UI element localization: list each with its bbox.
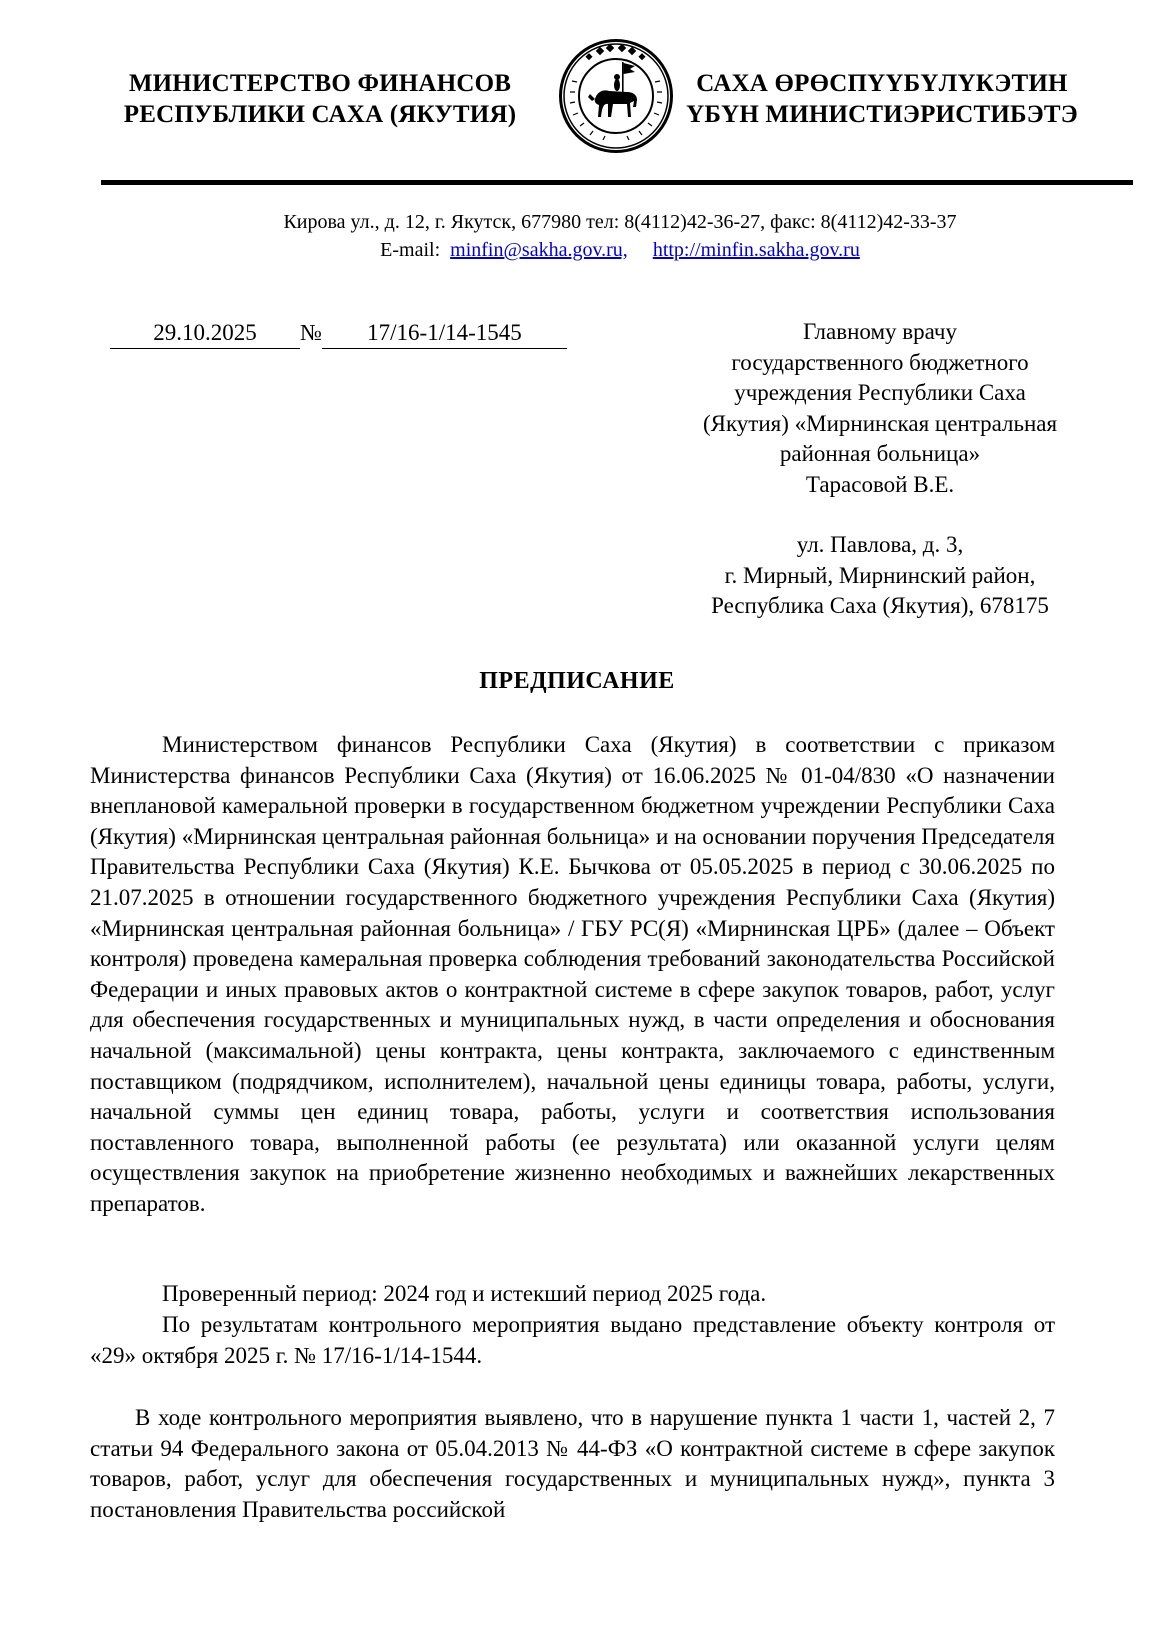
addressee-line: (Якутия) «Мирнинская центральная bbox=[702, 410, 1058, 436]
contact-block bbox=[140, 208, 1100, 264]
document-number: 17/16-1/14-1545 bbox=[322, 318, 567, 349]
coat-of-arms-emblem-icon bbox=[557, 37, 675, 155]
body-paragraph-2 bbox=[90, 1279, 1055, 1310]
ministry-name-yakut-line-2: ҮБҮН МИНИСТИЭРИСТИБЭТЭ bbox=[686, 101, 1078, 128]
ministry-name-line-1: МИНИСТЕРСТВО ФИНАНСОВ bbox=[128, 70, 512, 97]
ministry-name-yakut-line-1: САХА ӨРӨСПҮҮБҮЛҮКЭТИН bbox=[696, 70, 1068, 97]
addressee-address-line: Республика Саха (Якутия), 678175 bbox=[711, 593, 1049, 618]
document-date: 29.10.2025 bbox=[110, 318, 300, 349]
paragraph-text: Проверенный период: 2024 год и истекший период 2025 года. bbox=[162, 1281, 767, 1306]
addressee-name: Тарасовой В.Е. bbox=[805, 471, 955, 497]
number-sign: № bbox=[300, 320, 322, 345]
paragraph-text: В ходе контрольного мероприятия выявлено, что в нарушение пункта 1 части 1, частей 2, 7 статьи 94 Федерального закона от 05.04.2013 № 44-ФЗ «О контрактной системе в сфере закупок товаров, работ, услуг для обеспечения государственных и муниципальных нужд», пункта 3 постановления Правительства российской bbox=[90, 1405, 1055, 1522]
ministry-name-line-2: РЕСПУБЛИКИ САХА (ЯКУТИЯ) bbox=[123, 101, 517, 128]
paragraph-text: По результатам контрольного мероприятия выдано представление объекту контроля от «29» октября 2025 г. № 17/16-1/14-1544. bbox=[90, 1312, 1055, 1368]
spacer bbox=[660, 500, 1100, 530]
contact-address-line: Кирова ул., д. 12, г. Якутск, 677980 тел: 8(4112)42-36-27, факс: 8(4112)42-33-37 bbox=[283, 211, 957, 233]
body-paragraph-1 bbox=[90, 730, 1055, 1220]
body-paragraph-4 bbox=[90, 1403, 1055, 1525]
addressee-address-line: ул. Павлова, д. 3, bbox=[796, 532, 964, 557]
document-title: ПРЕДПИСАНИЕ bbox=[479, 668, 675, 694]
paragraph-text: Министерством финансов Республики Саха (Якутия) в соответствии с приказом Министерства финансов Республики Саха (Якутия) от 16.06.2025 № 01-04/830 «О назначении внеплановой камеральной проверки в государственном бюджетном учреждении Республики Саха (Якутия) «Мирнинская центральная районная больница» и на основании поручения Председателя Правительства Республики Саха (Якутия) К.Е. Бычкова от 05.05.2025 в период с 30.06.2025 по 21.07.2025 в отношении государственного бюджетного учреждения Республики Саха (Якутия) «Мирнинская центральная районная больница» / ГБУ РС(Я) «Мирнинская ЦРБ» (далее – Объект контроля) проведена камеральная проверка соблюдения требований законодательства Российской Федерации и иных правовых актов о контрактной системе в сфере закупок товаров, работ, услуг для обеспечения государственных и муниципальных нужд, в части определения и обоснования начальной (максимальной) цены контракта, цены контракта, заключаемого с единственным поставщиком (подрядчиком, исполнителем), начальной цены единицы товара, работы, услуги, начальной суммы цен единиц товара, работы, услуги и соответствия использования поставленного товара, выполненной работы (ее результата) или оказанной услуги целям осуществления закупок на приобретение жизненно необходимых и важнейших лекарственных препаратов. bbox=[90, 732, 1055, 1216]
addressee-line: государственного бюджетного bbox=[731, 349, 1029, 375]
addressee-line: учреждения Республики Саха bbox=[734, 380, 1026, 405]
addressee-address-line: г. Мирный, Мирнинский район, bbox=[724, 562, 1036, 588]
contact-email-line bbox=[140, 236, 1100, 264]
addressee-block bbox=[660, 317, 1100, 622]
addressee-line: Главному врачу bbox=[802, 319, 957, 344]
ministry-name-russian bbox=[110, 68, 530, 130]
website-link[interactable]: http://minfin.sakha.gov.ru bbox=[652, 239, 860, 261]
email-label: E-mail: bbox=[380, 239, 441, 261]
header-divider bbox=[101, 180, 1133, 185]
registration-line bbox=[110, 318, 567, 349]
addressee-line: районная больница» bbox=[779, 441, 981, 466]
ministry-name-yakut bbox=[672, 68, 1092, 130]
email-link[interactable]: minfin@sakha.gov.ru, bbox=[450, 239, 628, 261]
body-paragraph-3 bbox=[90, 1310, 1055, 1371]
